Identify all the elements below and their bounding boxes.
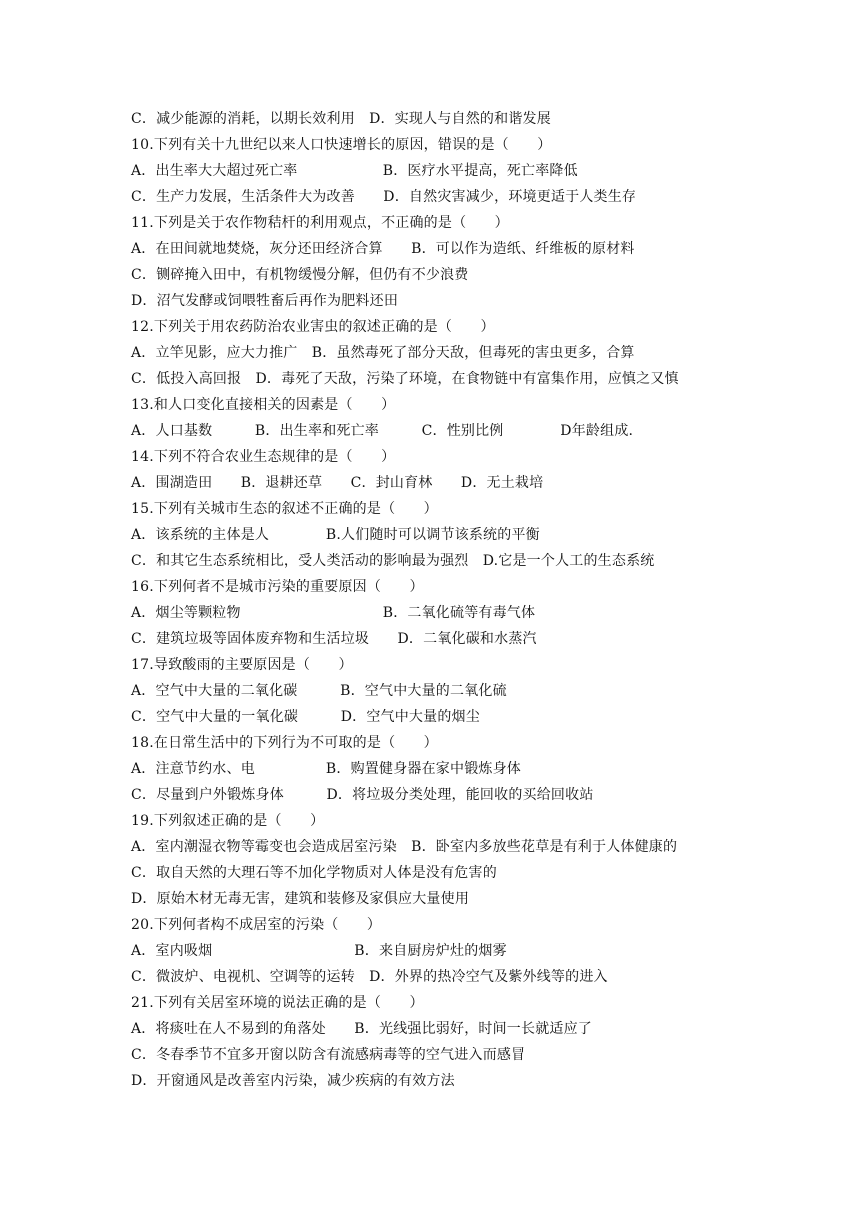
text-line: C．微波炉、电视机、空调等的运转 D．外界的热冷空气及紫外线等的进入: [131, 969, 608, 985]
text-line: A．人口基数 B．出生率和死亡率 C．性别比例 D年龄组成.: [131, 423, 634, 439]
text-line: A．围湖造田 B．退耕还草 C．封山育林 D．无土栽培: [131, 475, 544, 491]
text-line: D．沼气发酵或饲喂牲畜后再作为肥料还田: [131, 293, 399, 309]
text-line: C．尽量到户外锻炼身体 D．将垃圾分类处理，能回收的买给回收站: [131, 787, 594, 803]
text-line: C．冬春季节不宜多开窗以防含有流感病毒等的空气进入而感冒: [131, 1047, 526, 1063]
question-stem: 15.下列有关城市生态的叙述不正确的是（ ）: [131, 501, 438, 517]
question-stem: 13.和人口变化直接相关的因素是（ ）: [131, 397, 396, 413]
text-line: A．注意节约水、电 B．购置健身器在家中锻炼身体: [131, 761, 521, 777]
text-line: C．减少能源的消耗，以期长效利用 D．实现人与自然的和谐发展: [131, 111, 551, 127]
text-line: C．铡碎掩入田中，有机物缓慢分解，但仍有不少浪费: [131, 267, 469, 283]
question-stem: 14.下列不符合农业生态规律的是（ ）: [131, 449, 396, 465]
question-stem: 19.下列叙述正确的是（ ）: [131, 813, 325, 829]
text-line: A．立竿见影，应大力推广 B．虽然毒死了部分天敌，但毒死的害虫更多，合算: [131, 345, 635, 361]
text-line: A．出生率大大超过死亡率 B．医疗水平提高，死亡率降低: [131, 163, 578, 179]
text-line: A．室内潮湿衣物等霉变也会造成居室污染 B．卧室内多放些花草是有利于人体健康的: [131, 839, 678, 855]
text-line: C．建筑垃圾等固体废弃物和生活垃圾 D．二氧化碳和水蒸汽: [131, 631, 537, 647]
question-stem: 21.下列有关居室环境的说法正确的是（ ）: [131, 995, 424, 1011]
question-stem: 11.下列是关于农作物秸杆的利用观点，不正确的是（ ）: [131, 215, 509, 231]
question-stem: 10.下列有关十九世纪以来人口快速增长的原因，错误的是（ ）: [131, 137, 552, 153]
document-page: [131, 106, 831, 1094]
text-line: A．该系统的主体是人 B.人们随时可以调节该系统的平衡: [131, 527, 540, 543]
text-line: A．将痰吐在人不易到的角落处 B．光线强比弱好，时间一长就适应了: [131, 1021, 592, 1037]
text-line: D．开窗通风是改善室内污染，减少疾病的有效方法: [131, 1073, 455, 1089]
text-line: C．和其它生态系统相比，受人类活动的影响最为强烈 D.它是一个人工的生态系统: [131, 553, 655, 569]
question-stem: 20.下列何者构不成居室的污染（ ）: [131, 917, 382, 933]
text-line: C．生产力发展，生活条件大为改善 D．自然灾害减少，环境更适于人类生存: [131, 189, 637, 205]
text-line: A．在田间就地焚烧，灰分还田经济合算 B．可以作为造纸、纤维板的原材料: [131, 241, 635, 257]
text-line: C．取自天然的大理石等不加化学物质对人体是没有危害的: [131, 865, 497, 881]
text-line: A．室内吸烟 B．来自厨房炉灶的烟雾: [131, 943, 507, 959]
text-line: D．原始木材无毒无害，建筑和装修及家俱应大量使用: [131, 891, 470, 907]
question-stem: 12.下列关于用农药防治农业害虫的叙述正确的是（ ）: [131, 319, 495, 335]
question-stem: 16.下列何者不是城市污染的重要原因（ ）: [131, 579, 424, 595]
text-line: C．低投入高回报 D．毒死了天敌，污染了环境，在食物链中有富集作用，应慎之又慎: [131, 371, 679, 387]
question-stem: 18.在日常生活中的下列行为不可取的是（ ）: [131, 735, 438, 751]
text-line: C．空气中大量的一氧化碳 D．空气中大量的烟尘: [131, 709, 480, 725]
question-stem: 17.导致酸雨的主要原因是（ ）: [131, 657, 353, 673]
text-line: A．空气中大量的二氧化碳 B．空气中大量的二氧化硫: [131, 683, 507, 699]
text-line: A．烟尘等颗粒物 B．二氧化硫等有毒气体: [131, 605, 536, 621]
